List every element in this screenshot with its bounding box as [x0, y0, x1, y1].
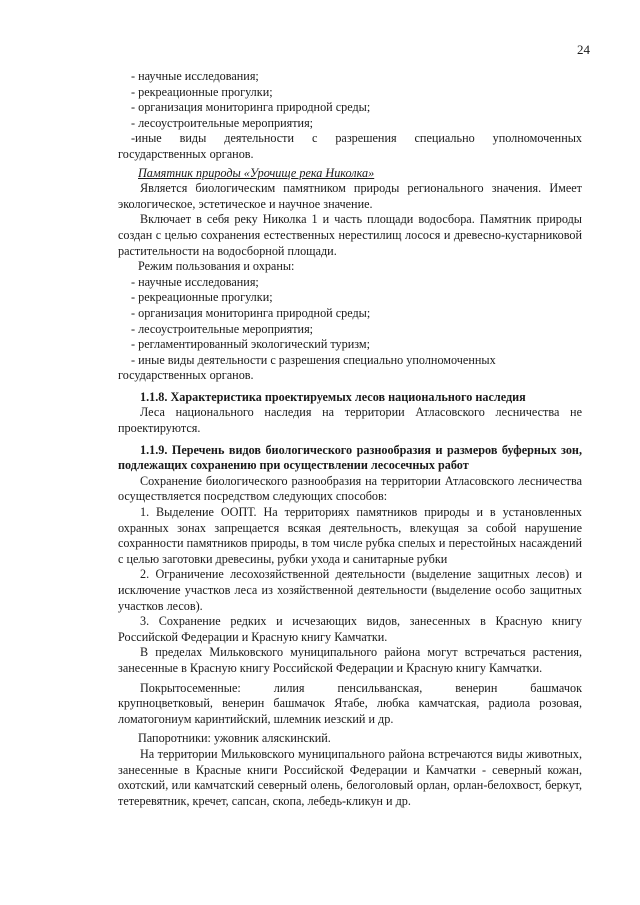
angiosperms-word: пенсильванская, — [337, 680, 423, 695]
method-1: 1. Выделение ООПТ. На территориях памятников природы и в установленных охранных зонах запрещается всякая деятельность, влекущая за собой нарушение сохранности памятников природы, в том числе рубка спелых и перестойных насаждений с целью заготовки древесины, рубки ухода и санитарные рубки — [118, 505, 582, 566]
page-number: 24 — [577, 42, 590, 57]
angiosperms-word: Покрытосеменные: — [140, 680, 241, 695]
angiosperms-word: башмачок — [530, 680, 582, 695]
section-119-intro: Сохранение биологического разнообразия на территории Атласовского лесничества осуществляется посредством следующих способов: — [118, 473, 582, 504]
monument-heading: Памятник природы «Урочище река Николка» — [138, 165, 375, 180]
method-2: 2. Ограничение лесохозяйственной деятельности (выделение защитных лесов) и исключение участков леса из хозяйственной деятельности (выделение особо защитных участков лесов). — [118, 567, 582, 613]
list-item: - рекреационные прогулки; — [131, 84, 273, 99]
activities-list-1 — [118, 69, 582, 163]
list-item: - рекреационные прогулки; — [131, 290, 273, 305]
list-item: - лесоустроительные мероприятия; — [131, 321, 314, 336]
angiosperms-paragraph — [118, 681, 582, 728]
list-item: - организация мониторинга природной среды; — [131, 100, 371, 115]
section-118-heading: 1.1.8. Характеристика проектируемых лесов национального наследия — [140, 389, 526, 404]
regime-label: Режим пользования и охраны: — [138, 259, 295, 274]
activities-list-2 — [118, 275, 582, 384]
list-item: - научные исследования; — [131, 69, 259, 83]
angiosperms-word: венерин — [455, 680, 498, 695]
page-content — [118, 69, 582, 809]
animals-paragraph: На территории Мильковского муниципального района встречаются виды животных, занесенные в Красные книги Российской Федерации и Камчатки - северный кожан, охотский, или камчатский северный олень, белоголовый орлан, орлан-белохвост, беркут, тетеревятник, кречет, сапсан, скопа, лебедь-кликун и др. — [118, 746, 582, 808]
method-3: 3. Сохранение редких и исчезающих видов, занесенных в Красную книгу Российской Федерации и Красную книгу Камчатки. — [118, 614, 582, 644]
ferns-line: Папоротники: ужовник аляскинский. — [138, 731, 331, 746]
angiosperms-rest: крупноцветковый, венерин башмачок Ятабе, любка камчатская, радиола розовая, ломатогониум каринтийский, шлемник иезский и др. — [118, 696, 582, 726]
monument-paragraph-1: Является биологическим памятником природы регионального значения. Имеет экологическое, эстетическое и научное значение. — [118, 181, 582, 211]
list-item: - лесоустроительные мероприятия; — [131, 115, 314, 130]
list-item: - регламентированный экологический туризм; — [131, 337, 371, 352]
list-item-last: -иные виды деятельности с разрешения специально уполномоченных государственных органов. — [118, 131, 582, 161]
monument-paragraph-2: Включает в себя реку Николка 1 и часть площади водосбора. Памятник природы создан с целью сохранения естественных нерестилищ лосося и древесно-кустарниковой растительности на водосборной площади. — [118, 212, 582, 258]
plants-intro: В пределах Мильковского муниципального района могут встречаться растения, занесенные в Красную книгу Российской Федерации и Красную книгу Камчатки. — [118, 645, 582, 675]
list-item: - научные исследования; — [131, 274, 259, 289]
angiosperms-word: лилия — [273, 680, 305, 695]
list-item: - организация мониторинга природной среды; — [131, 305, 371, 320]
list-item-continuation: государственных органов. — [118, 368, 254, 383]
section-119-heading: 1.1.9. Перечень видов биологического разнообразия и размеров буферных зон, подлежащих сохранению при осуществлении лесосечных работ — [118, 442, 582, 473]
section-118-text: Леса национального наследия на территории Атласовского лесничества не проектируются. — [118, 405, 582, 436]
angiosperms-first-line — [118, 681, 582, 697]
list-item: - иные виды деятельности с разрешения специально уполномоченных — [131, 352, 496, 367]
